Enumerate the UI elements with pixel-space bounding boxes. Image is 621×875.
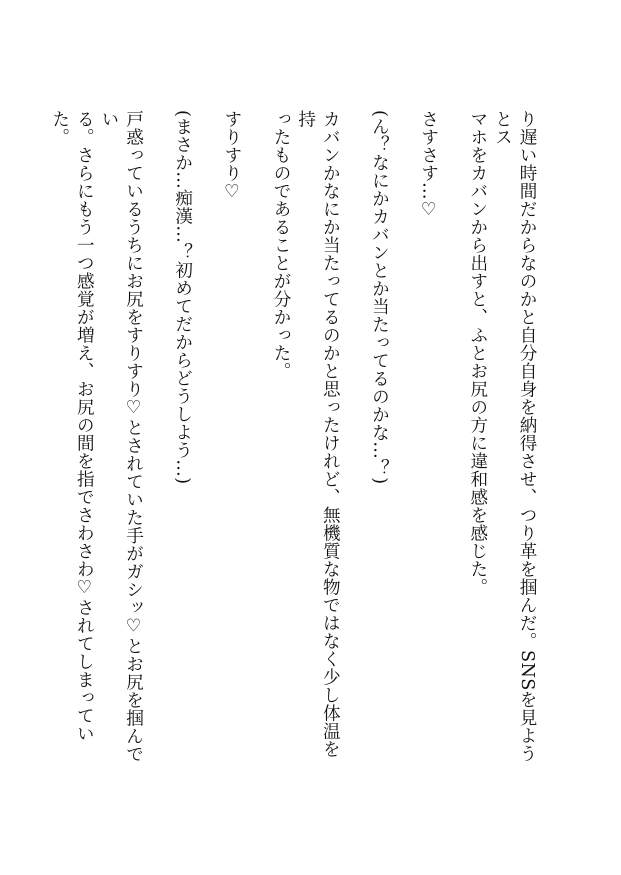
blank-line	[391, 110, 416, 770]
blank-line	[146, 110, 171, 770]
text-line: る。さらにもう一つ感覚が増え、お尻の間を指でさわさわ♡されてしまっていた。	[49, 110, 95, 743]
text-line: さすさす…♡	[418, 110, 439, 221]
text-line: すりすり♡	[221, 110, 242, 203]
text-line: カバンかなにか当たってるのかと思ったけれど、無機質な物ではなく少し体温を持	[295, 110, 341, 758]
vertical-text-body	[47, 110, 539, 770]
blank-line	[195, 110, 220, 770]
blank-line	[244, 110, 269, 770]
blank-line	[441, 110, 466, 770]
text-line: (まさか…痴漢…？初めてだからどうしよう…)	[172, 110, 193, 485]
text-line: マホをカバンから出すと、ふとお尻の方に違和感を感じた。	[467, 110, 488, 596]
text-line: (ん？なにかカバンとか当たってるのかな…？)	[369, 110, 390, 485]
blank-line	[342, 110, 367, 770]
text-line: ったものであることが分かった。	[271, 110, 292, 380]
text-line: 戸惑っているうちにお尻をすりすり♡とされていた手がガシッ♡とお尻を掴んでい	[98, 110, 144, 763]
text-line: り遅い時間だからなのかと自分自身を納得させ、つり革を掴んだ。SNSを見ようとス	[492, 110, 537, 763]
